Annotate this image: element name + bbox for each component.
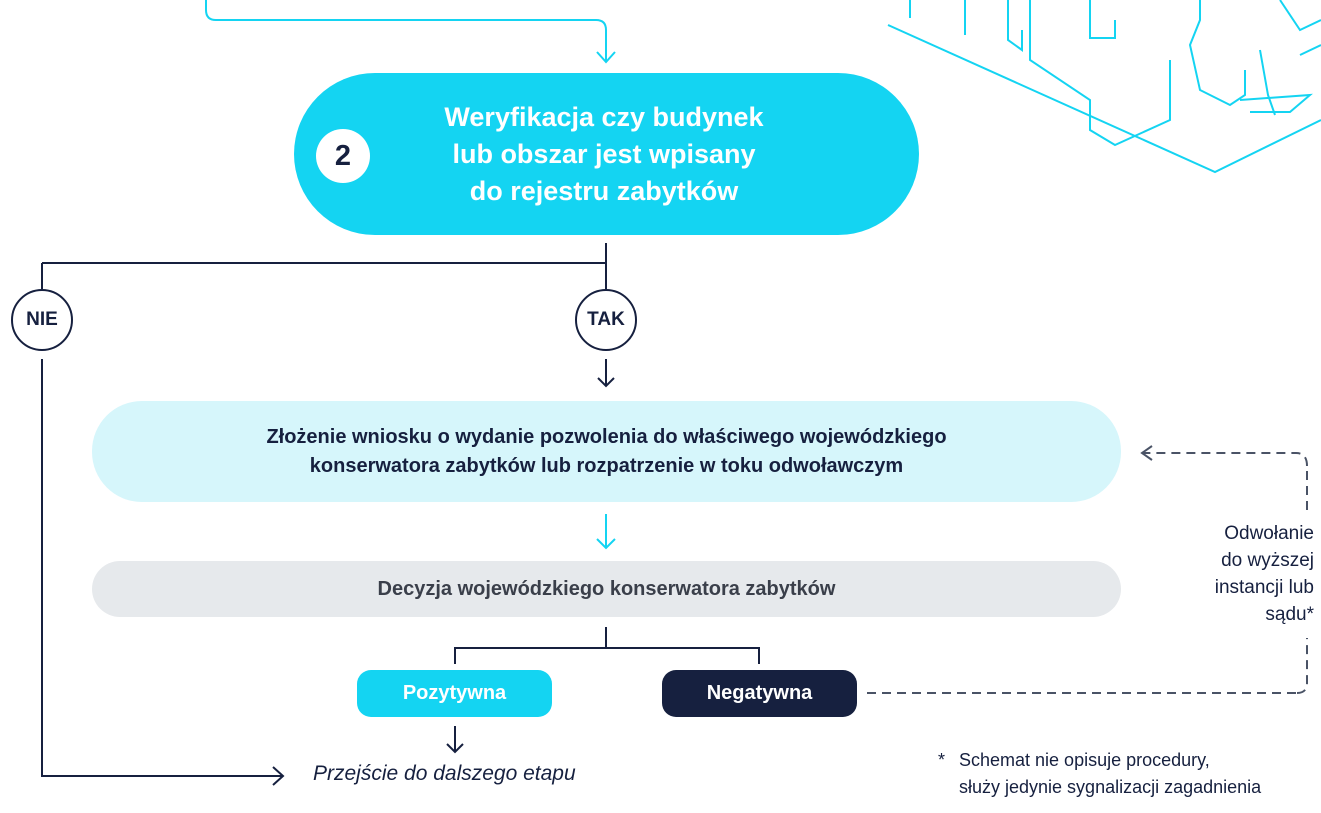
decision-arrow	[597, 514, 615, 548]
branch-yes-circle: TAK	[575, 289, 637, 351]
positive-outcome: Pozytywna	[357, 670, 552, 717]
office-illustration	[888, 0, 1321, 172]
appeal-note	[1174, 520, 1314, 628]
step-2-box	[294, 73, 919, 235]
footnote-line: służy jedynie sygnalizacji zagadnienia	[959, 777, 1262, 797]
footnote	[938, 747, 1261, 801]
step-title-line: do rejestru zabytków	[469, 176, 739, 206]
step-title-line: lub obszar jest wpisany	[452, 139, 756, 169]
appeal-line: sądu*	[1265, 604, 1314, 625]
entry-arrow	[206, 0, 615, 62]
appeal-line: Odwołanie	[1224, 523, 1314, 544]
decision-box: Decyzja wojewódzkiego konserwatora zabytków	[92, 561, 1121, 617]
application-box	[92, 401, 1121, 502]
application-line: konserwatora zabytków lub rozpatrzenie w toku odwoławczym	[309, 454, 904, 477]
next-stage-label: Przejście do dalszego etapu	[313, 762, 576, 785]
appeal-line: do wyższej	[1221, 550, 1314, 571]
footnote-marker: *	[938, 750, 946, 770]
application-line: Złożenie wniosku o wydanie pozwolenia do właściwego wojewódzkiego	[266, 425, 947, 448]
step-title-line: Weryfikacja czy budynek	[444, 102, 764, 132]
appeal-line: instancji lub	[1214, 577, 1314, 598]
branch-no-circle: NIE	[11, 289, 73, 351]
negative-outcome: Negatywna	[662, 670, 857, 717]
step-number-badge: 2	[316, 129, 370, 183]
footnote-line: Schemat nie opisuje procedury,	[959, 750, 1210, 770]
